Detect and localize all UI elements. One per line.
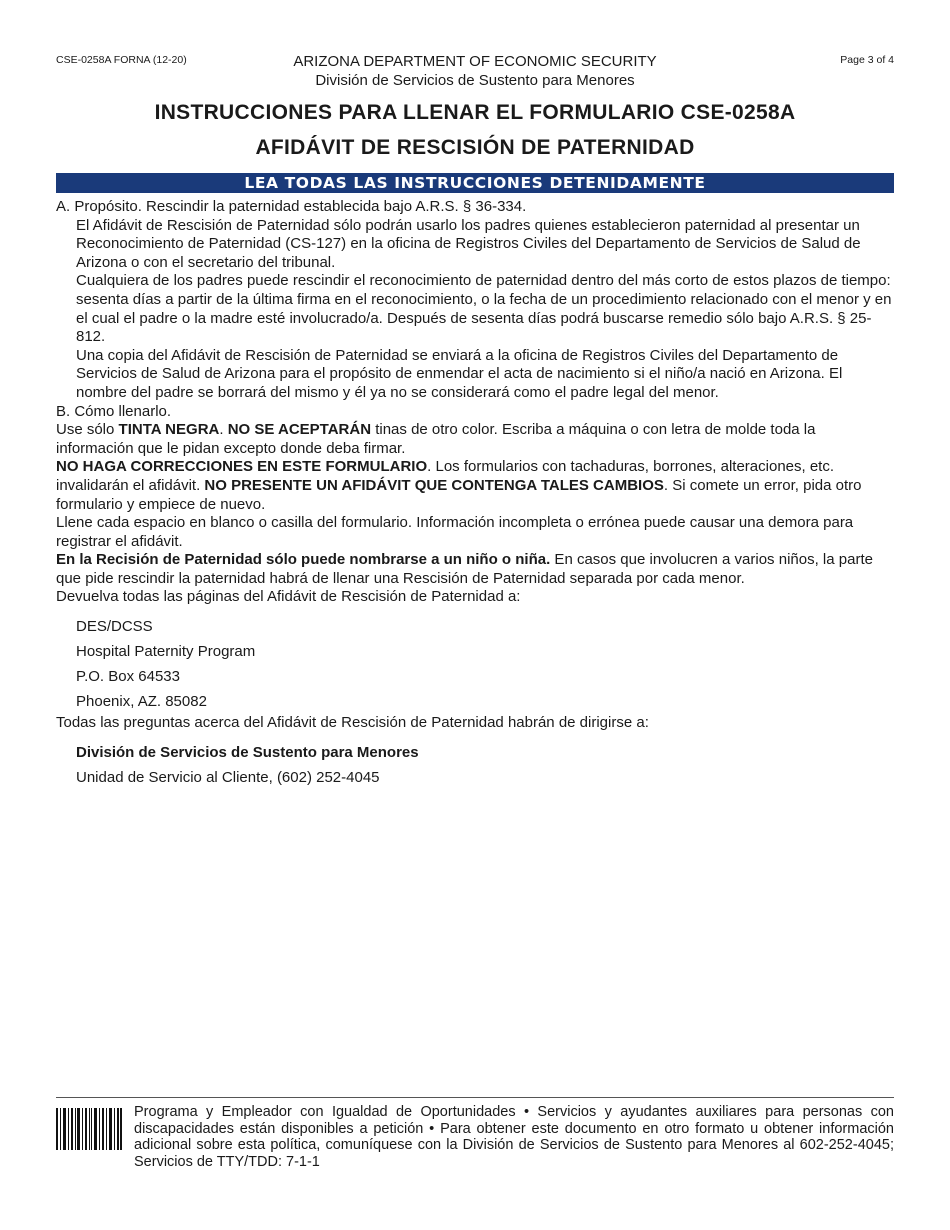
agency-header <box>0 52 950 90</box>
instructions-banner: LEA TODAS LAS INSTRUCCIONES DETENIDAMENTE <box>56 173 894 193</box>
section-a-paragraph-1: El Afidávit de Rescisión de Paternidad sólo podrán usarlo los padres quienes establecieron paternidad al presentar un Reconocimiento de Paternidad (CS-127) en la oficina de Registros Civiles del Departamento de Servicios de Salud de Arizona o con el secretario del tribunal. <box>76 216 861 271</box>
section-a-heading: A. Propósito. Rescindir la paternidad establecida bajo A.R.S. § 36-334. <box>56 198 527 215</box>
address-line: Hospital Paternity Program <box>76 643 256 661</box>
mailing-address <box>56 614 894 714</box>
footer-notice: Programa y Empleador con Igualdad de Oportunidades • Servicios y ayudantes auxiliares para personas con discapacidades están disponibles a petición • Para obtener este documento en otro formato u obtener información adicional sobre esta política, comuníquese con la División de Servicios de Sustento para Menores al 602-252-4045; Servicios de TTY/TDD: 7-1-1 <box>134 1104 894 1170</box>
section-a-paragraph-3: Una copia del Afidávit de Rescisión de Paternidad se enviará a la oficina de Registros Civiles del Departamento de Servicios de Salud de Arizona para el propósito de enmendar el acta de nacimiento si el niño/a nació en Arizona. El nombre del padre se borrará del mismo y él ya no se considerará como el padre legal del menor. <box>76 346 843 401</box>
contact-block <box>56 740 894 790</box>
return-intro: Devuelva todas las páginas del Afidávit de Rescisión de Paternidad a: <box>56 588 521 606</box>
section-b-paragraph-2: NO HAGA CORRECCIONES EN ESTE FORMULARIO. Los formularios con tachaduras, borrones, alteraciones, etc. invalidarán el afidávit. NO PRESENTE UN AFIDÁVIT QUE CONTENGA TALES CAMBIOS. Si comete un error, pida otro formulario y empiece de nuevo. <box>56 458 862 513</box>
contact-phone: Unidad de Servicio al Cliente, (602) 252-4045 <box>76 768 380 786</box>
address-line: Phoenix, AZ. 85082 <box>76 693 207 711</box>
questions-intro: Todas las preguntas acerca del Afidávit de Rescisión de Paternidad habrán de dirigirse a: <box>56 714 649 732</box>
footer-divider <box>56 1097 894 1098</box>
address-line: P.O. Box 64533 <box>76 668 180 686</box>
section-b-paragraph-1: Use sólo TINTA NEGRA. NO SE ACEPTARÁN tinas de otro color. Escriba a máquina o con letra de molde toda la información que le pidan excepto donde deba firmar. <box>56 421 816 457</box>
page-subtitle: AFIDÁVIT DE RESCISIÓN DE PATERNIDAD <box>255 136 695 159</box>
page-number: Page 3 of 4 <box>840 54 894 66</box>
division-name: División de Servicios de Sustento para Menores <box>315 72 635 89</box>
section-b-paragraph-4: En la Recisión de Paternidad sólo puede nombrarse a un niño o niña. En casos que involucren a varios niños, la parte que pide rescindir la paternidad habrá de llenar una Rescisión de Paternidad separada por cada menor. <box>56 551 873 587</box>
section-b-heading: B. Cómo llenarlo. <box>56 402 172 420</box>
section-b-paragraph-3: Llene cada espacio en blanco o casilla del formulario. Información incompleta o errónea puede causar una demora para registrar el afidávit. <box>56 514 854 550</box>
contact-organization: División de Servicios de Sustento para Menores <box>76 743 419 761</box>
barcode-icon <box>56 1108 122 1150</box>
agency-name: ARIZONA DEPARTMENT OF ECONOMIC SECURITY <box>293 53 657 70</box>
form-id: CSE-0258A FORNA (12-20) <box>56 54 187 66</box>
page-title: INSTRUCCIONES PARA LLENAR EL FORMULARIO CSE-0258A <box>154 101 796 124</box>
section-a-paragraph-2: Cualquiera de los padres puede rescindir el reconocimiento de paternidad dentro del más corto de estos plazos de tiempo: sesenta días a partir de la última firma en el reconocimiento, o la fecha de un procedimiento relacionado con el menor y en el cual el padre o la madre esté involucrado/a. Después de sesenta días podrá buscarse remedio sólo bajo A.R.S. § 25-812. <box>76 272 892 346</box>
instructions-body <box>56 198 894 790</box>
address-line: DES/DCSS <box>76 618 153 636</box>
